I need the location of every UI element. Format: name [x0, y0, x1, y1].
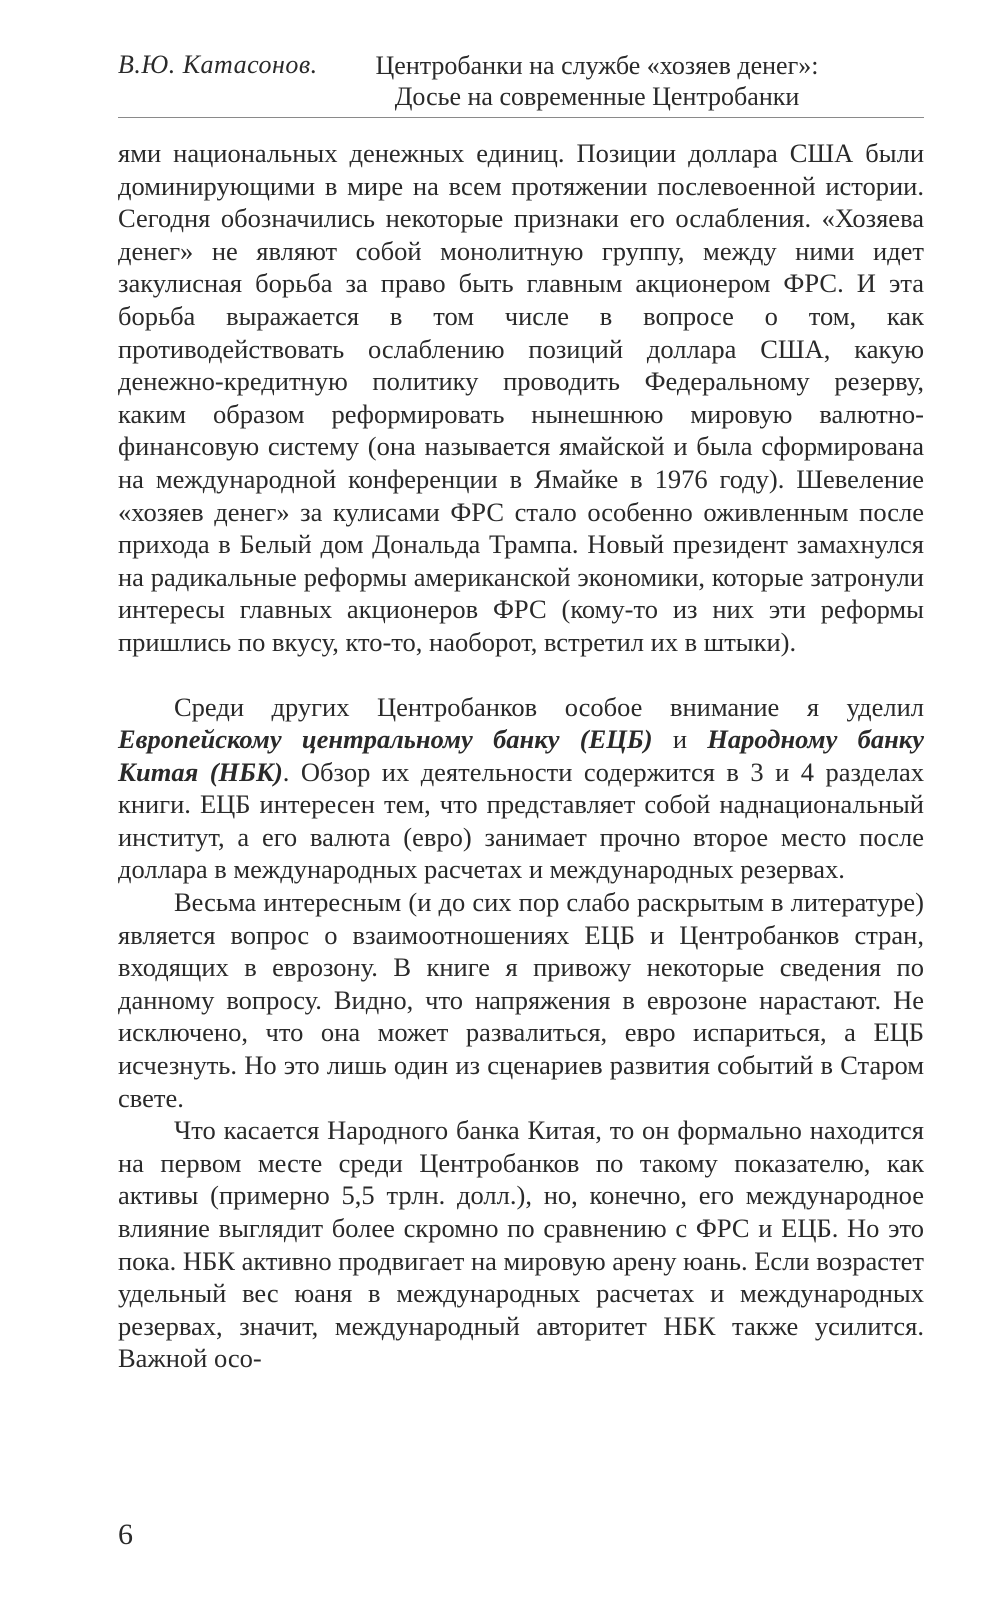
paragraph-2	[118, 691, 924, 887]
paragraph-2-lead: Среди других Центробанков особое внимание я уделил	[174, 691, 924, 722]
paragraph-1: ями национальных денежных единиц. Позиции доллара США были доминирующими в мире на всем протяжении послевоенной истории. Сегодня обозначились некоторые признаки его ослабления. «Хозяева денег» не являют собой монолитную группу, между ними идет закулисная борьба за право быть главным акционером ФРС. И эта борьба выражается в том числе в вопросе о том, как противодействовать ослаблению позиций доллара США, какую денежно-кредитную политику проводить Федеральному резерву, каким образом реформировать нынешнюю мировую валютно-финансовую систему (она называется ямайской и была сформирована на международной конференции в Ямайке в 1976 году). Шевеление «хозяев денег» за кулисами ФРС стало особенно оживленным после прихода в Белый дом Дональда Трампа. Новый президент замахнулся на радикальные реформы американской экономики, которые затронули интересы главных акционеров ФРС (кому-то из них эти реформы пришлись по вкусу, кто-то, наоборот, встретил их в штыки).	[118, 138, 924, 657]
pboc-name: Народному банку Китая (НБК)	[118, 724, 924, 787]
paragraph-4: Что касается Народного банка Китая, то он формально находится на первом месте среди Центробанков по такому показателю, как активы (примерно 5,5 трлн. долл.), но, конечно, его международное влияние выглядит более скромно по сравнению с ФРС и ЕЦБ. Но это пока. НБК активно продвигает на мировую арену юань. Если возрастет удельный вес юаня в международных расчетах и международных резервах, значит, международный авторитет НБК также усилится. Важной осо-	[118, 1115, 924, 1374]
running-header	[118, 46, 924, 118]
header-divider	[118, 117, 924, 118]
header-title-line-1: Центробанки на службе «хозяев денег»:	[375, 51, 819, 80]
page-number: 6	[118, 1518, 133, 1551]
header-book-title	[372, 50, 822, 112]
paragraph-2-rest: . Обзор их деятельности содержится в 3 и 4 разделах книги. ЕЦБ интересен тем, что представляет собой наднациональный институт, а его валюта (евро) занимает прочно второе место после доллара в международных расчетах и международных резервах.	[118, 756, 924, 885]
ecb-name: Европейскому центральному банку (ЕЦБ)	[118, 724, 653, 755]
header-author: В.Ю. Катасонов.	[118, 50, 318, 79]
paragraph-3: Весьма интересным (и до сих пор слабо раскрытым в литературе) является вопрос о взаимоотношениях ЕЦБ и Центробанков стран, входящих в еврозону. В книге я привожу некоторые сведения по данному вопросу. Видно, что напряжения в еврозоне нарастают. Не исключено, что она может развалиться, евро испариться, а ЕЦБ исчезнуть. Но это лишь один из сценариев развития событий в Старом свете.	[118, 887, 924, 1113]
page-body	[118, 137, 924, 1375]
paragraph-2-conjunction: и	[652, 724, 708, 755]
header-title-line-2: Досье на современные Центробанки	[394, 82, 800, 111]
